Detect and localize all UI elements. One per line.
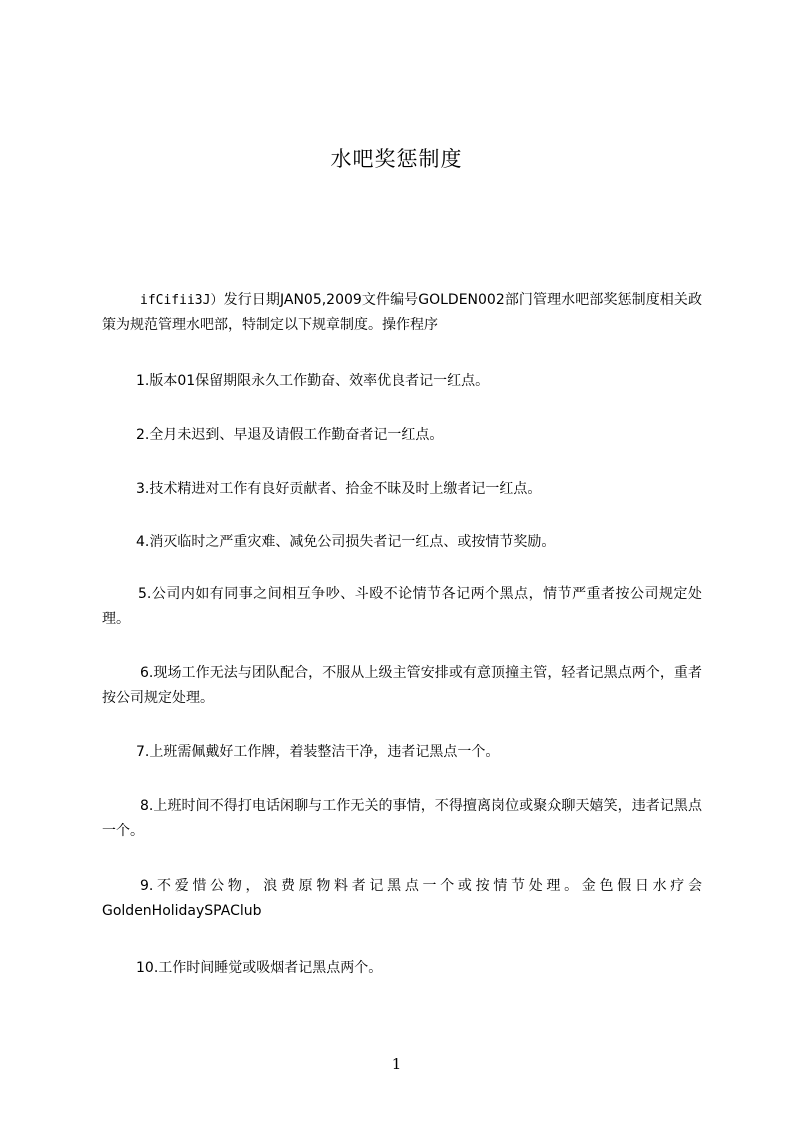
intro-text: 发行日期JAN05,2009文件编号GOLDEN002部门管理水吧部奖惩制度相关政策为规范管理水吧部，特制定以下规章制度。操作程序 <box>102 292 702 333</box>
list-item: 5.公司内如有同事之间相互争吵、斗殴不论情节各记两个黑点，情节严重者按公司规定处理。 <box>102 586 702 627</box>
document-title: 水吧奖惩制度 <box>330 147 463 171</box>
intro-paragraph <box>102 288 702 338</box>
list-item: 1.版本01保留期限永久工作勤奋、效率优良者记一红点。 <box>136 373 490 389</box>
page-number: 1 <box>391 1055 402 1073</box>
list-item: 8.上班时间不得打电话闲聊与工作无关的事情，不得擅离岗位或聚众聊天嬉笑，违者记黑点一个。 <box>102 798 702 839</box>
intro-prefix: ifCifii3J） <box>140 293 224 308</box>
list-item: 10.工作时间睡觉或吸烟者记黑点两个。 <box>136 960 383 976</box>
list-item: 3.技术精进对工作有良好贡献者、拾金不昧及时上缴者记一红点。 <box>136 481 542 497</box>
list-item: 7.上班需佩戴好工作牌，着装整洁干净，违者记黑点一个。 <box>136 744 500 760</box>
list-item: 9.不爱惜公物，浪费原物料者记黑点一个或按情节处理。金色假日水疗会GoldenHolidaySPAClub <box>102 878 702 919</box>
list-item: 4.消灭临时之严重灾难、减免公司损失者记一红点、或按情节奖励。 <box>136 534 556 550</box>
list-item: 6.现场工作无法与团队配合，不服从上级主管安排或有意顶撞主管，轻者记黑点两个，重者按公司规定处理。 <box>102 665 702 706</box>
list-item: 2.全月未迟到、早退及请假工作勤奋者记一红点。 <box>136 427 444 443</box>
